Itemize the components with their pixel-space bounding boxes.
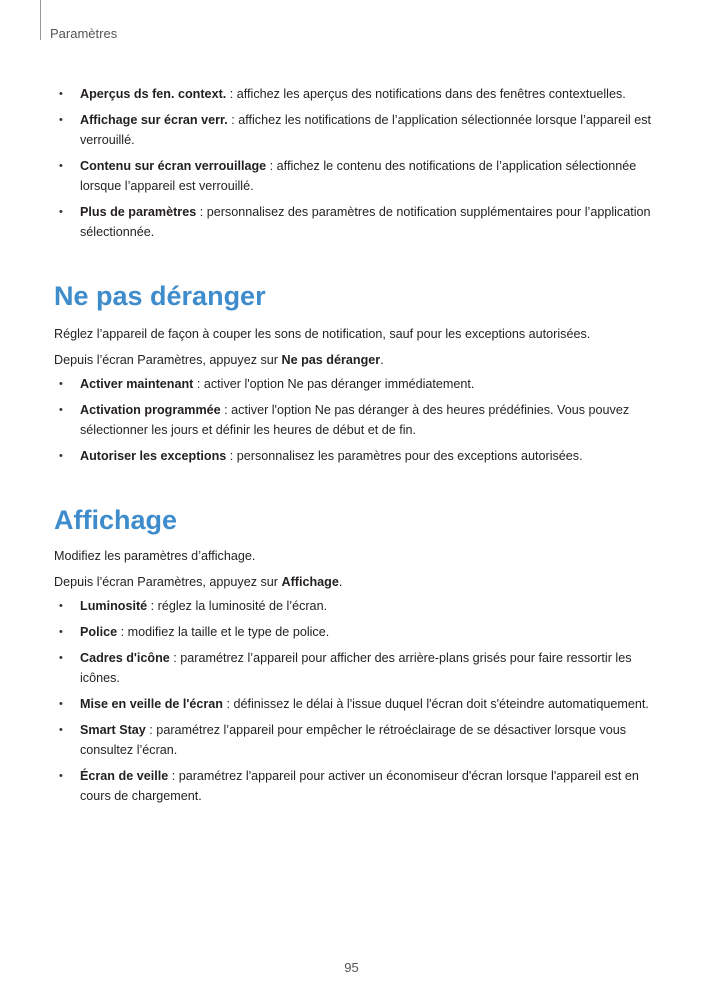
bullet-icon: • — [59, 206, 63, 218]
section-title-affichage: Affichage — [54, 505, 178, 535]
margin-rule — [40, 0, 41, 40]
list-item: • Cadres d'icône : paramétrez l’appareil pour afficher des arrière-plans grisés pour faire ressortir les icônes. — [54, 648, 654, 688]
list-item: • Aperçus ds fen. context. : affichez les aperçus des notifications dans des fenêtres contextuelles. — [54, 84, 654, 104]
section-intro: Réglez l’appareil de façon à couper les sons de notification, sauf pour les exceptions autorisées. — [54, 327, 591, 341]
navigation-path: Depuis l’écran Paramètres, appuyez sur Affichage. — [54, 575, 343, 589]
bullet-icon: • — [59, 770, 63, 782]
list-item: • Écran de veille : paramétrez l'appareil pour activer un économiseur d'écran lorsque l'appareil est en cours de chargement. — [54, 766, 654, 806]
list-item: • Plus de paramètres : personnalisez des paramètres de notification supplémentaires pour l’application sélectionnée. — [54, 202, 654, 242]
list-item: • Affichage sur écran verr. : affichez les notifications de l’application sélectionnée lorsque l’appareil est verrouillé. — [54, 110, 654, 150]
page-number: 95 — [344, 960, 359, 975]
bullet-icon: • — [59, 404, 63, 416]
list-item: • Mise en veille de l'écran : définissez le délai à l'issue duquel l'écran doit s'éteindre automatiquement. — [54, 694, 654, 714]
section-title-ne-pas-deranger: Ne pas déranger — [54, 281, 266, 311]
notification-settings-list — [54, 84, 654, 242]
bullet-icon: • — [59, 378, 63, 390]
list-item: • Police : modifiez la taille et le type de police. — [54, 622, 654, 642]
list-item: • Luminosité : réglez la luminosité de l’écran. — [54, 596, 654, 616]
bullet-icon: • — [59, 652, 63, 664]
dnd-options-list — [54, 374, 654, 466]
section-intro: Modifiez les paramètres d’affichage. — [54, 549, 256, 563]
page-content — [54, 84, 654, 812]
bullet-icon: • — [59, 698, 63, 710]
bullet-icon: • — [59, 600, 63, 612]
bullet-icon: • — [59, 450, 63, 462]
list-item: • Activer maintenant : activer l'option Ne pas déranger immédiatement. — [54, 374, 654, 394]
bullet-icon: • — [59, 626, 63, 638]
list-item: • Activation programmée : activer l'option Ne pas déranger à des heures prédéfinies. Vous pouvez sélectionner les jours et définir les heures de début et de fin. — [54, 400, 654, 440]
bullet-icon: • — [59, 724, 63, 736]
list-item: • Autoriser les exceptions : personnalisez les paramètres pour des exceptions autorisées. — [54, 446, 654, 466]
display-options-list — [54, 596, 654, 806]
list-item: • Contenu sur écran verrouillage : affichez le contenu des notifications de l’application sélectionnée lorsque l’appareil est verrouillé. — [54, 156, 654, 196]
running-header: Paramètres — [50, 26, 118, 41]
bullet-icon: • — [59, 88, 63, 100]
navigation-path: Depuis l’écran Paramètres, appuyez sur Ne pas déranger. — [54, 353, 384, 367]
list-item: • Smart Stay : paramétrez l’appareil pour empêcher le rétroéclairage de se désactiver lorsque vous consultez l’écran. — [54, 720, 654, 760]
bullet-icon: • — [59, 160, 63, 172]
bullet-icon: • — [59, 114, 63, 126]
